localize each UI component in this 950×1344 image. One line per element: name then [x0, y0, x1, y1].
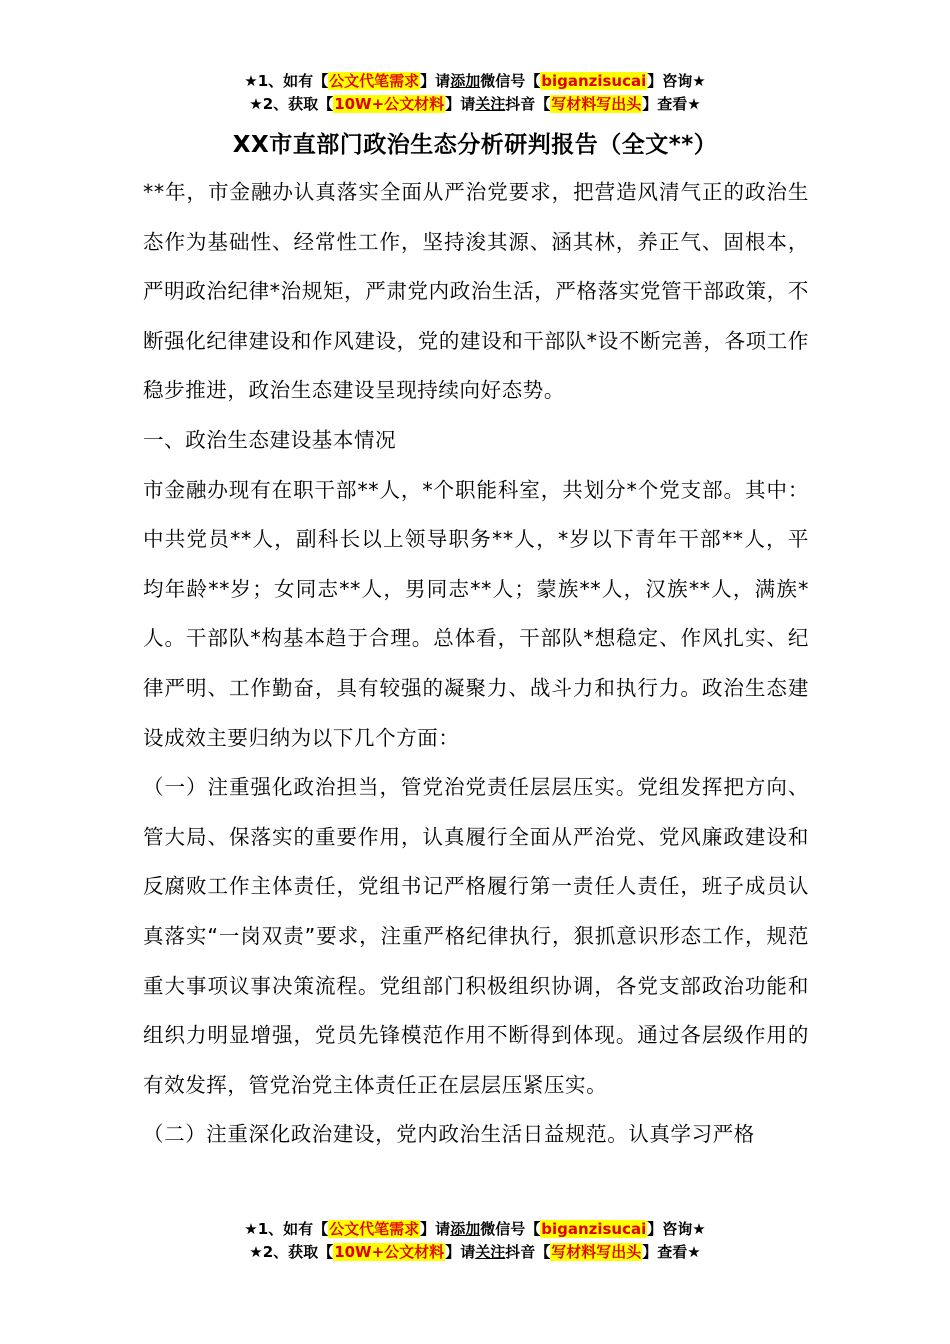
promo-emphasis: 关注: [475, 1243, 506, 1261]
promo-text: ★1、如有【: [244, 1220, 329, 1238]
promo-highlight: 写材料写出头: [551, 1243, 642, 1261]
promo-text: 】咨询★: [647, 1220, 706, 1238]
promo-text: 抖音【: [505, 1243, 551, 1261]
promo-text: 】查看★: [642, 1243, 701, 1261]
body-paragraph: （二）注重深化政治建设，党内政治生活日益规范。认真学习严格: [143, 1122, 755, 1147]
body-paragraph: （一）注重强化政治担当，管党治党责任层层压实。党组发挥把方向、管大局、保落实的重要作用，认真履行全面从严治党、党风廉政建设和反腐败工作主体责任，党组书记严格履行第一责任人责任，班子成员认真落实“一岗双责”要求，注重严格纪律执行，狠抓意识形态工作，规范重大事项议事决策流程。党组部门积极组织协调，各党支部政治功能和组织力明显增强，党员先锋模范作用不断得到体现。通过各层级作用的有效发挥，管党治党主体责任正在层层压紧压实。: [143, 775, 809, 1097]
promo-highlight: 10W+公文材料: [334, 95, 445, 113]
promo-text: 】咨询★: [647, 72, 706, 90]
promo-text: 】请: [420, 1220, 451, 1238]
promo-text: 】查看★: [642, 95, 701, 113]
promo-text: 微信号【: [480, 72, 541, 90]
promo-highlight: 公文代笔需求: [329, 1220, 420, 1238]
body-paragraph: **年，市金融办认真落实全面从严治党要求，把营造风清气正的政治生态作为基础性、经常性工作，坚持浚其源、涵其林，养正气、固根本，严明政治纪律*治规矩，严肃党内政治生活，严格落实党管干部政策，不断强化纪律建设和作风建设，党的建设和干部队*设不断完善，各项工作稳步推进，政治生态建设呈现持续向好态势。: [143, 180, 809, 403]
body-paragraph: 市金融办现有在职干部**人，*个职能科室，共划分*个党支部。其中：中共党员**人，副科长以上领导职务**人，*岁以下青年干部**人，平均年龄**岁；女同志**人，男同志**人；蒙族**人，汉族**人，满族*人。干部队*构基本趋于合理。总体看，干部队*想稳定、作风扎实、纪律严明、工作勤奋，具有较强的凝聚力、战斗力和执行力。政治生态建设成效主要归纳为以下几个方面：: [143, 477, 809, 750]
top-promo-banner: [0, 70, 950, 116]
promo-text: ★1、如有【: [244, 72, 329, 90]
document-body: [143, 168, 809, 1160]
promo-text: 】请: [445, 95, 476, 113]
promo-highlight: biganzisucai: [541, 72, 647, 90]
promo-highlight: 10W+公文材料: [334, 1243, 445, 1261]
document-title: XX市直部门政治生态分析研判报告（全文**）: [232, 132, 718, 158]
promo-emphasis: 添加: [450, 72, 481, 90]
promo-highlight: 公文代笔需求: [329, 72, 420, 90]
promo-highlight: biganzisucai: [541, 1220, 647, 1238]
section-heading: 一、政治生态建设基本情况: [143, 427, 397, 452]
promo-line-2: [0, 1241, 950, 1264]
promo-text: 抖音【: [505, 95, 551, 113]
promo-emphasis: 关注: [475, 95, 506, 113]
promo-text: ★2、获取【: [249, 95, 334, 113]
promo-line-1: [0, 70, 950, 93]
bottom-promo-banner: [0, 1218, 950, 1264]
promo-line-1: [0, 1218, 950, 1241]
promo-text: 】请: [420, 72, 451, 90]
promo-emphasis: 添加: [450, 1220, 481, 1238]
promo-text: 】请: [445, 1243, 476, 1261]
promo-text: ★2、获取【: [249, 1243, 334, 1261]
promo-highlight: 写材料写出头: [551, 95, 642, 113]
promo-text: 微信号【: [480, 1220, 541, 1238]
promo-line-2: [0, 93, 950, 116]
